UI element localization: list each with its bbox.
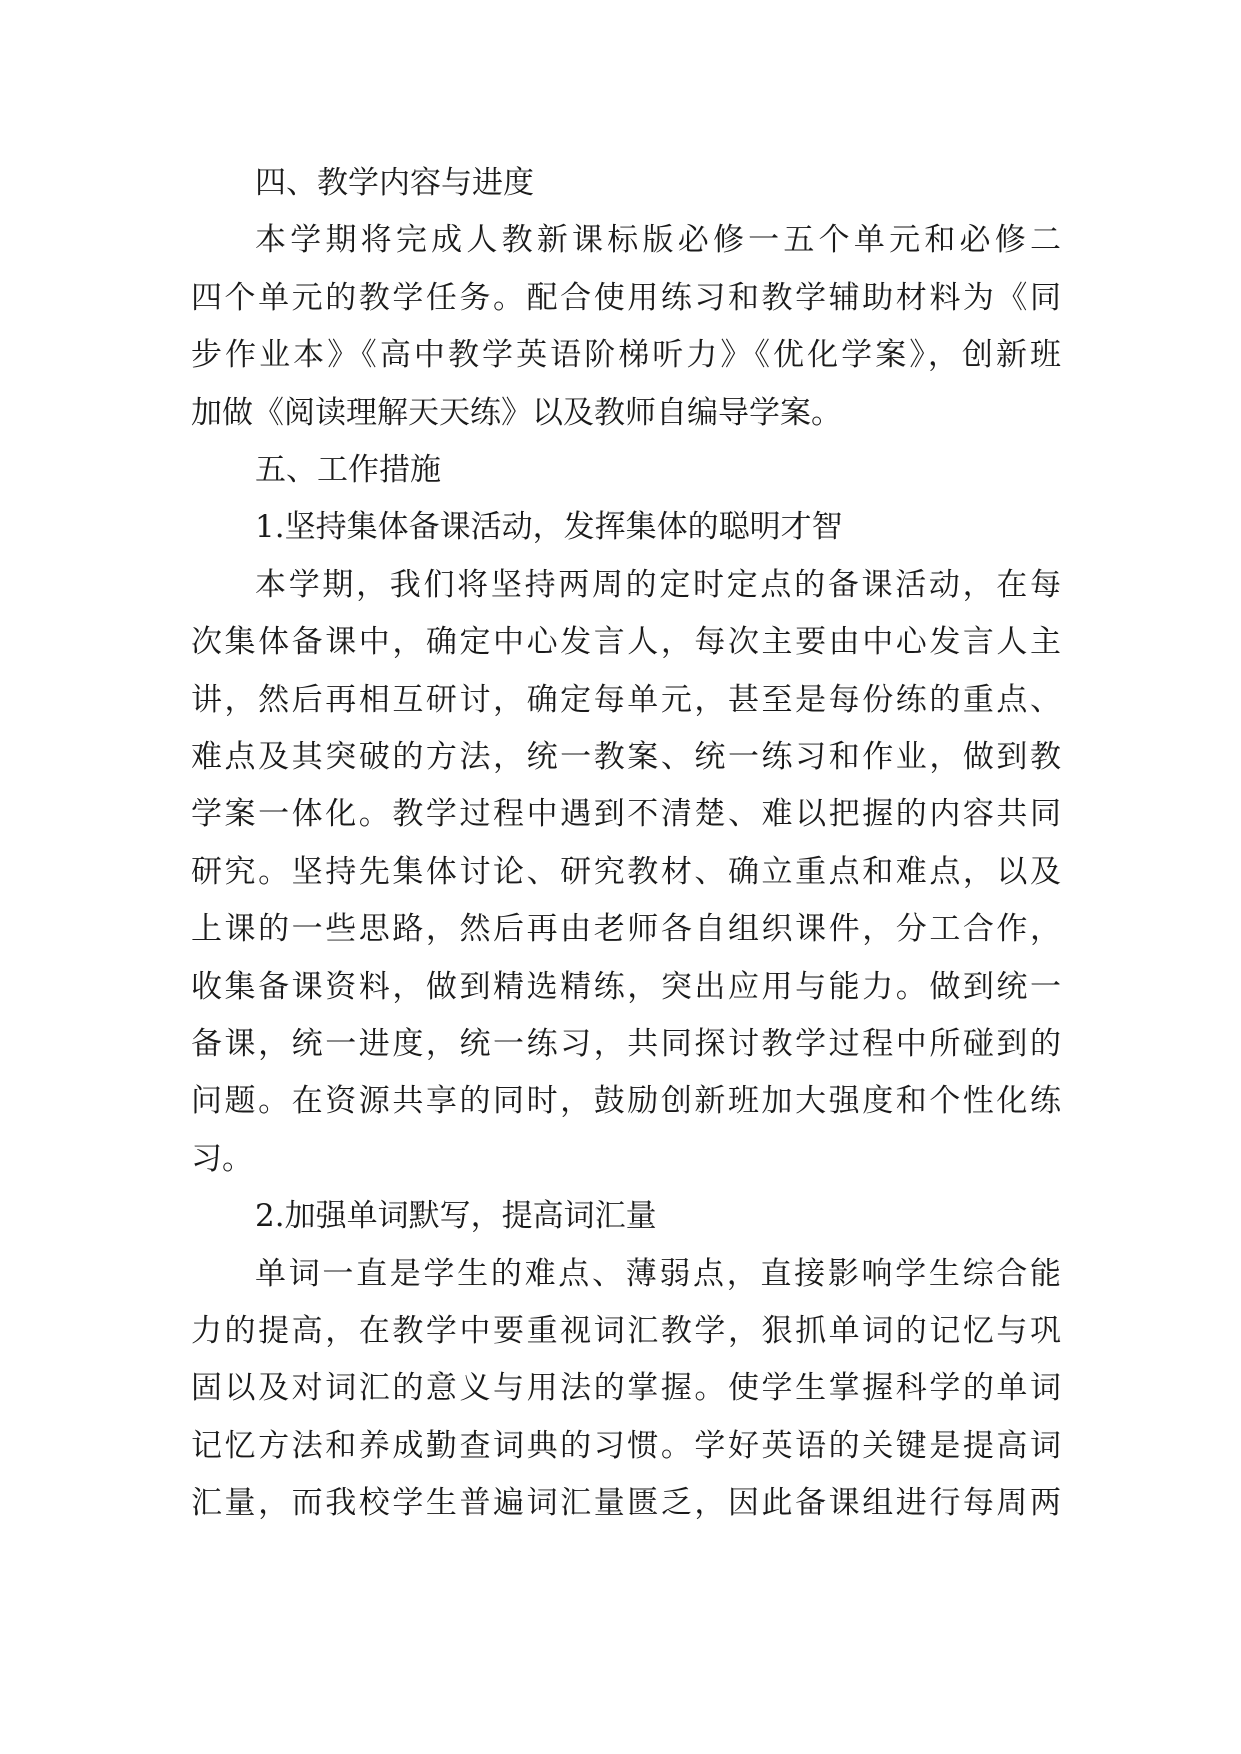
text-line: 固以及对词汇的意义与用法的掌握。使学生掌握科学的单词 — [191, 1370, 1061, 1407]
text-line: 四、教学内容与进度 — [255, 165, 534, 201]
text-line: 本学期，我们将坚持两周的定时定点的备课活动，在每 — [255, 566, 1061, 603]
text-line: 收集备课资料，做到精选精练，突出应用与能力。做到统一 — [191, 968, 1061, 1005]
text-line: 力的提高，在教学中要重视词汇教学，狠抓单词的记忆与巩 — [191, 1313, 1061, 1349]
text-line: 步作业本》《高中教学英语阶梯听力》《优化学案》，创新班 — [191, 337, 1061, 374]
text-line: 上课的一些思路，然后再由老师各自组织课件，分工合作， — [191, 911, 1061, 948]
text-line: 学案一体化。教学过程中遇到不清楚、难以把握的内容共同 — [191, 796, 1061, 833]
text-line: 问题。在资源共享的同时，鼓励创新班加大强度和个性化练 — [191, 1083, 1061, 1120]
text-line: 加做《阅读理解天天练》以及教师自编导学案。 — [191, 394, 842, 431]
text-line: 本学期将完成人教新课标版必修一五个单元和必修二 — [255, 222, 1061, 259]
text-line: 1.坚持集体备课活动，发挥集体的聪明才智 — [255, 509, 843, 546]
text-line: 汇量，而我校学生普遍词汇量匮乏，因此备课组进行每周两 — [191, 1485, 1061, 1522]
text-line: 习。 — [191, 1140, 253, 1177]
text-line: 难点及其突破的方法，统一教案、统一练习和作业，做到教 — [191, 739, 1061, 775]
text-line: 研究。坚持先集体讨论、研究教材、确立重点和难点，以及 — [191, 853, 1061, 890]
text-line: 次集体备课中，确定中心发言人，每次主要由中心发言人主 — [191, 624, 1061, 661]
text-line: 备课，统一进度，统一练习，共同探讨教学过程中所碰到的 — [191, 1026, 1061, 1062]
text-line: 五、工作措施 — [255, 452, 441, 488]
text-line: 2.加强单词默写，提高词汇量 — [255, 1198, 657, 1235]
text-line: 记忆方法和养成勤查词典的习惯。学好英语的关键是提高词 — [191, 1427, 1061, 1464]
text-line: 单词一直是学生的难点、薄弱点，直接影响学生综合能 — [255, 1255, 1061, 1292]
text-line: 讲，然后再相互研讨，确定每单元，甚至是每份练的重点、 — [191, 681, 1061, 718]
text-line: 四个单元的教学任务。配合使用练习和教学辅助材料为《同 — [191, 279, 1061, 316]
